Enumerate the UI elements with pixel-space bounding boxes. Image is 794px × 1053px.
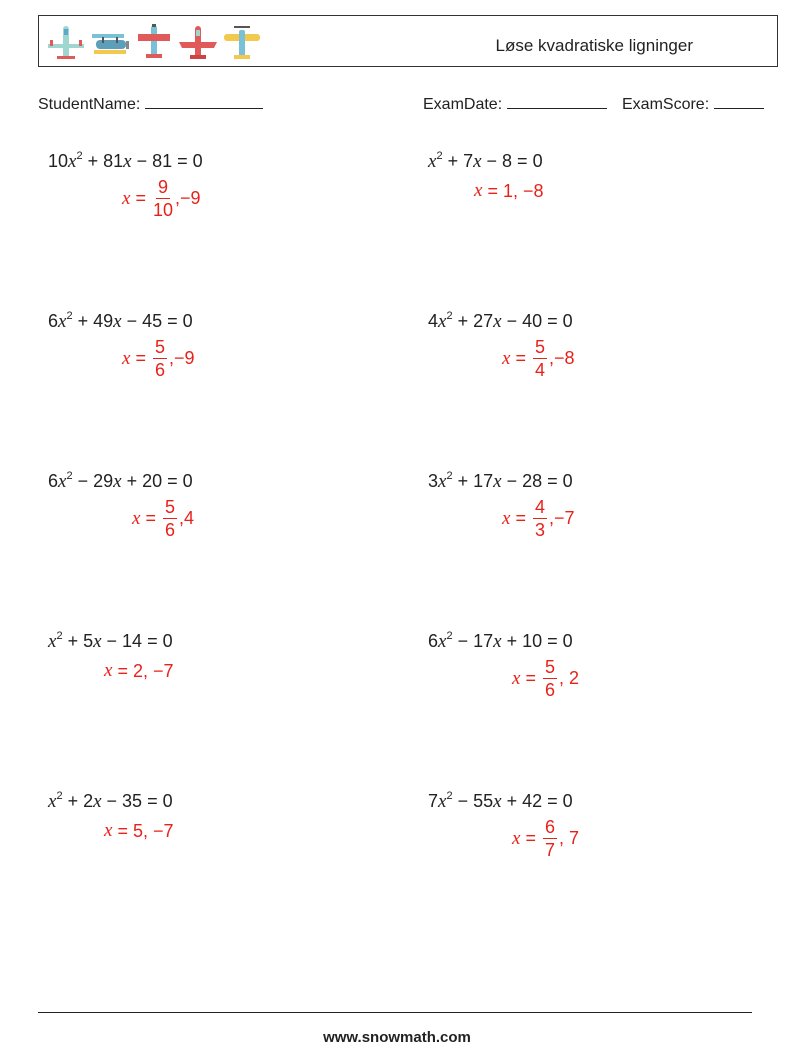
answer: [122, 178, 201, 219]
answer-values: 5, −7: [132, 820, 174, 841]
problem-equation: $3x^2 + 17x - 28 = 0$: [428, 470, 573, 492]
airplane-icon: [44, 20, 88, 64]
exam-date-field[interactable]: [423, 94, 607, 114]
fraction-numerator: 5: [534, 337, 545, 357]
answer-variable: x: [502, 347, 511, 369]
answer-fraction: [153, 338, 167, 379]
answer-variable: x: [512, 827, 521, 849]
answer-values: ,−9: [168, 348, 195, 368]
header-box: [38, 15, 778, 67]
problem-equation: $6x^2 + 49x - 45 = 0$: [48, 310, 193, 332]
footer-divider: [38, 1012, 752, 1013]
problem-item: [418, 630, 758, 750]
answer-equals: =: [112, 820, 133, 841]
answer-variable: x: [132, 507, 141, 529]
problem-equation: $7x^2 - 55x + 42 = 0$: [428, 790, 573, 812]
exam-score-label: ExamScore:: [622, 96, 710, 113]
answer-equals: =: [130, 188, 151, 208]
answer-variable: x: [122, 187, 131, 209]
answer-equals: =: [520, 668, 541, 688]
problem-equation: $4x^2 + 27x - 40 = 0$: [428, 310, 573, 332]
answer-equals: =: [130, 348, 151, 368]
student-fields: [38, 94, 773, 116]
answer-equals: =: [140, 508, 161, 528]
fraction-denominator: 10: [152, 200, 173, 220]
answer-values: ,−8: [548, 348, 575, 368]
problem-equation: $6x^2 - 29x + 20 = 0$: [48, 470, 193, 492]
fraction-denominator: 4: [534, 360, 545, 380]
answer-variable: x: [512, 667, 521, 689]
answer-fraction: [533, 498, 547, 539]
answer-values: , 7: [558, 828, 579, 848]
answer-fraction: [543, 818, 557, 859]
student-name-blank[interactable]: [145, 94, 263, 109]
exam-date-label: ExamDate:: [423, 96, 503, 113]
fighter-plane-icon: [132, 20, 176, 64]
answer: [512, 818, 579, 859]
answer-variable: x: [104, 820, 113, 841]
answer-values: ,−9: [174, 188, 201, 208]
answer-variable: x: [122, 347, 131, 369]
problem-item: [38, 470, 378, 590]
red-jet-icon: [176, 20, 220, 64]
yellow-propeller-plane-icon: [220, 20, 264, 64]
fraction-numerator: 9: [157, 177, 168, 197]
problem-item: [418, 790, 758, 910]
answer-fraction: [543, 658, 557, 699]
answer-variable: x: [104, 660, 113, 681]
exam-date-blank[interactable]: [507, 94, 607, 109]
answer-values: , 2: [558, 668, 579, 688]
header-icons: [44, 20, 264, 64]
answer: [104, 660, 174, 682]
answer-variable: x: [502, 507, 511, 529]
answer-values: ,−7: [548, 508, 575, 528]
page-title: Løse kvadratiske ligninger: [495, 36, 693, 55]
problem-item: [418, 470, 758, 590]
fraction-numerator: 5: [164, 497, 175, 517]
fraction-numerator: 5: [544, 657, 555, 677]
fraction-numerator: 5: [154, 337, 165, 357]
answer-equals: =: [510, 348, 531, 368]
fraction-denominator: 6: [164, 520, 175, 540]
fraction-numerator: 4: [534, 497, 545, 517]
answer-fraction: [153, 178, 173, 219]
answer-equals: =: [510, 508, 531, 528]
problem-equation: $10x^2 + 81x - 81 = 0$: [48, 150, 203, 172]
student-name-field[interactable]: [38, 94, 263, 114]
answer-fraction: [533, 338, 547, 379]
answer-values: 2, −7: [132, 660, 174, 681]
problem-item: [38, 630, 378, 750]
answer: [502, 338, 575, 379]
problem-item: [418, 150, 758, 270]
problem-equation: $x^2 + 5x - 14 = 0$: [48, 630, 173, 652]
fraction-denominator: 3: [534, 520, 545, 540]
answer: [122, 338, 195, 379]
answer-equals: =: [112, 660, 133, 681]
student-name-label: StudentName:: [38, 96, 141, 113]
exam-score-field[interactable]: [622, 94, 764, 114]
biplane-icon: [88, 20, 132, 64]
exam-score-blank[interactable]: [714, 94, 764, 109]
problem-equation: $x^2 + 2x - 35 = 0$: [48, 790, 173, 812]
answer: [132, 498, 194, 539]
fraction-denominator: 6: [154, 360, 165, 380]
fraction-numerator: 6: [544, 817, 555, 837]
answer-values: 1, −8: [502, 180, 544, 201]
problem-item: [38, 150, 378, 270]
answer-values: ,4: [178, 508, 194, 528]
answer-fraction: [163, 498, 177, 539]
problem-item: [38, 790, 378, 910]
answer: [474, 180, 544, 202]
fraction-denominator: 7: [544, 840, 555, 860]
answer: [104, 820, 174, 842]
problem-item: [418, 310, 758, 430]
fraction-denominator: 6: [544, 680, 555, 700]
answer-variable: x: [474, 180, 483, 201]
answer: [512, 658, 579, 699]
problem-equation: $6x^2 - 17x + 10 = 0$: [428, 630, 573, 652]
problem-item: [38, 310, 378, 430]
footer-url: www.snowmath.com: [323, 1029, 471, 1046]
answer-equals: =: [520, 828, 541, 848]
problem-equation: $x^2 + 7x - 8 = 0$: [428, 150, 543, 172]
answer-equals: =: [482, 180, 503, 201]
answer: [502, 498, 575, 539]
